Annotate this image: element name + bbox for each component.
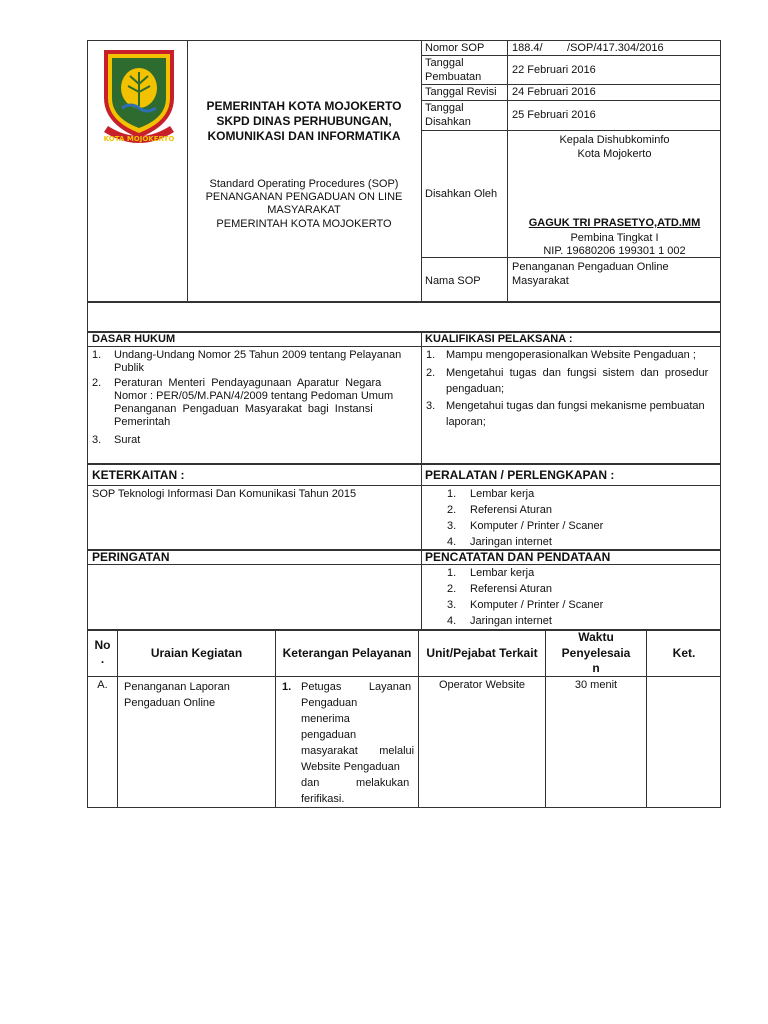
nomor-sop-value: 188.4/ /SOP/417.304/2016 — [512, 42, 664, 54]
row-uraian-2: Pengaduan Online — [124, 697, 216, 709]
nama-sop-label: Nama SOP — [425, 275, 481, 287]
header-no: No — [94, 638, 111, 652]
nama-sop-value-2: Masyarakat — [512, 275, 569, 287]
peralatan-item-1: 1. Lembar kerja — [447, 488, 535, 500]
header-waktu-1: Waktu — [578, 630, 614, 644]
pencatatan-title: PENCATATAN DAN PENDATAAN — [425, 550, 611, 564]
kualifikasi-item-3: 3. Mengetahui tugas dan fungsi mekanisme pembuatan laporan; — [426, 400, 705, 428]
signer-nip: NIP. 19680206 199301 1 002 — [543, 245, 686, 257]
peralatan-title: PERALATAN / PERLENGKAPAN : — [425, 468, 615, 482]
tanggal-pembuatan-label-2: Pembuatan — [425, 71, 482, 83]
spacer-row — [87, 302, 721, 332]
signer-title-2: Kota Mojokerto — [577, 148, 652, 160]
header-waktu-3: n — [592, 661, 600, 675]
tanggal-disahkan-value: 25 Februari 2016 — [512, 109, 596, 121]
row-uraian-1: Penanganan Laporan — [124, 681, 230, 693]
header-keterangan: Keterangan Pelayanan — [282, 646, 412, 660]
sop-title-line-4: PEMERINTAH KOTA MOJOKERTO — [216, 218, 392, 230]
peringatan-title: PERINGATAN — [92, 550, 170, 564]
signer-title-1: Kepala Dishubkominfo — [559, 134, 670, 146]
org-title-line-3: KOMUNIKASI DAN INFORMATIKA — [207, 129, 401, 143]
org-title-line-2: SKPD DINAS PERHUBUNGAN, — [216, 114, 392, 128]
signer-rank: Pembina Tingkat I — [570, 232, 659, 244]
tanggal-revisi-label: Tanggal Revisi — [425, 86, 497, 98]
dasar-hukum-item-1: 1. Undang-Undang Nomor 25 Tahun 2009 tentang Pelayanan Publik — [92, 349, 402, 374]
sop-title-line-2: PENANGANAN PENGADUAN ON LINE — [205, 191, 403, 203]
row-no: A. — [97, 679, 108, 691]
nomor-sop-label: Nomor SOP — [425, 42, 485, 54]
tanggal-disahkan-label-2: Disahkan — [425, 116, 471, 128]
header-unit: Unit/Pejabat Terkait — [426, 646, 538, 660]
dasar-hukum-title: DASAR HUKUM — [92, 333, 176, 345]
tanggal-pembuatan-value: 22 Februari 2016 — [512, 64, 596, 76]
peralatan-item-2: 2. Referensi Aturan — [447, 504, 552, 516]
dasar-hukum-item-3: 3. Surat — [92, 434, 141, 446]
pencatatan-item-3: 3. Komputer / Printer / Scaner — [447, 599, 604, 611]
city-logo — [98, 46, 180, 156]
signer-name: GAGUK TRI PRASETYO,ATD.MM — [528, 217, 701, 229]
tanggal-disahkan-label: Tanggal — [425, 102, 464, 114]
peralatan-item-3: 3. Komputer / Printer / Scaner — [447, 520, 604, 532]
header-no-dot: . — [100, 652, 105, 666]
dasar-hukum-item-2: 2. Peraturan Menteri Pendayagunaan Aparatur Negara Nomor : PER/05/M.PAN/4/2009 tentang Pedoman Umum Penanganan Pengaduan Masyarakat bagi Instansi Pemerintah — [92, 377, 394, 428]
pencatatan-item-4: 4. Jaringan internet — [447, 615, 552, 627]
kualifikasi-title: KUALIFIKASI PELAKSANA : — [425, 333, 573, 345]
tanggal-pembuatan-label: Tanggal — [425, 57, 464, 69]
header-waktu-2: Penyelesaia — [561, 646, 631, 660]
row-unit: Operator Website — [438, 679, 525, 691]
keterkaitan-value: SOP Teknologi Informasi Dan Komunikasi Tahun 2015 — [92, 488, 357, 500]
svg-text:KOTA MOJOKERTO: KOTA MOJOKERTO — [103, 135, 175, 143]
row-keterangan: 1. Petugas Layanan Pengaduan menerima pengaduan masyarakat melalui Website Pengaduan dan melakukan ferifikasi. — [282, 681, 415, 805]
keterkaitan-title: KETERKAITAN : — [92, 468, 185, 482]
sop-title-line-3: MASYARAKAT — [267, 204, 341, 216]
tanggal-revisi-value: 24 Februari 2016 — [512, 86, 596, 98]
pencatatan-item-1: 1. Lembar kerja — [447, 567, 535, 579]
peralatan-item-4: 4. Jaringan internet — [447, 536, 552, 548]
sop-title-line-1: Standard Operating Procedures (SOP) — [209, 178, 399, 190]
header-uraian: Uraian Kegiatan — [150, 646, 243, 660]
row-waktu: 30 menit — [574, 679, 618, 691]
kualifikasi-item-2: 2. Mengetahui tugas dan fungsi sistem dan prosedur pengaduan; — [426, 367, 709, 395]
disahkan-oleh-label: Disahkan Oleh — [425, 188, 498, 200]
header-ket: Ket. — [672, 646, 696, 660]
pencatatan-item-2: 2. Referensi Aturan — [447, 583, 552, 595]
kualifikasi-item-1: 1. Mampu mengoperasionalkan Website Pengaduan ; — [426, 349, 696, 361]
nama-sop-value-1: Penanganan Pengaduan Online — [512, 261, 669, 273]
org-title-line-1: PEMERINTAH KOTA MOJOKERTO — [206, 99, 402, 113]
